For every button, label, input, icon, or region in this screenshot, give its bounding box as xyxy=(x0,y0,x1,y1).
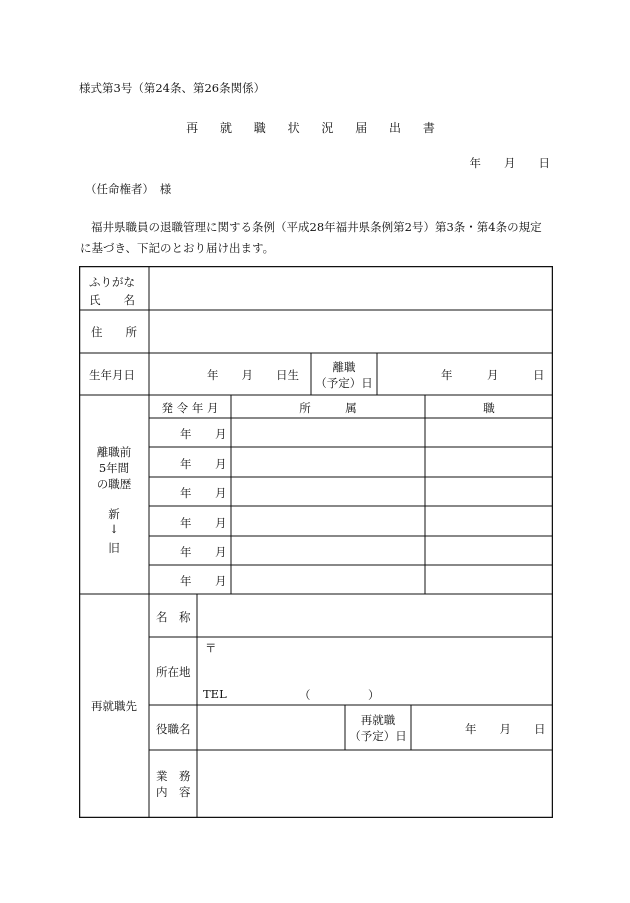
duties-label-2: 内 容 xyxy=(156,785,191,799)
year-unit: 年 xyxy=(180,427,192,441)
company-name-label: 名 称 xyxy=(156,610,191,624)
position-label: 役職名 xyxy=(156,722,191,736)
year-unit: 年 xyxy=(180,486,192,500)
month-unit: 月 xyxy=(215,486,227,500)
retirement-date-label-2: （予定）日 xyxy=(315,376,373,390)
career-label-2: 5年間 xyxy=(98,461,130,475)
month-unit: 月 xyxy=(215,516,227,530)
name-label: 氏 名 xyxy=(89,293,135,307)
career-label-6: 旧 xyxy=(108,541,120,555)
form-number: 様式第3号（第24条、第26条関係） xyxy=(79,81,266,95)
career-label-4: 新 xyxy=(108,507,120,521)
retirement-date-value: 年 月 日 xyxy=(441,368,545,382)
career-arrow: ↓ xyxy=(109,522,119,536)
year-unit: 年 xyxy=(180,574,192,588)
career-label-3: の職歴 xyxy=(96,477,132,491)
reemployment-date-label-1: 再就職 xyxy=(360,713,396,727)
col-department: 所 属 xyxy=(299,401,357,415)
tel-parentheses: （ ） xyxy=(299,688,380,702)
location-label: 所在地 xyxy=(156,665,191,679)
furigana-label: ふりがな xyxy=(89,275,135,289)
duties-label-1: 業 務 xyxy=(156,769,191,783)
col-position: 職 xyxy=(483,401,495,415)
reemployment-label: 再就職先 xyxy=(91,699,137,713)
col-appointment-date: 発 令 年 月 xyxy=(161,401,219,415)
postal-mark: 〒 xyxy=(205,641,217,655)
month-unit: 月 xyxy=(215,574,227,588)
reemployment-date-label-2: （予定）日 xyxy=(349,729,407,743)
month-unit: 月 xyxy=(215,457,227,471)
form-title: 再 就 職 状 況 届 出 書 xyxy=(186,121,444,135)
retirement-date-label-1: 離職 xyxy=(332,360,356,374)
month-unit: 月 xyxy=(215,427,227,441)
tel-label: TEL xyxy=(203,687,227,701)
addressee: （任命権者） 様 xyxy=(85,182,172,196)
career-label-1: 離職前 xyxy=(96,445,132,459)
year-unit: 年 xyxy=(180,516,192,530)
birthdate-value: 年 月 日生 xyxy=(207,368,299,382)
body-text: 福井県職員の退職管理に関する条例（平成28年福井県条例第2号）第3条・第4条の規定に基づき、下記のとおり届け出ます。 xyxy=(80,220,542,255)
report-table xyxy=(79,266,553,818)
year-unit: 年 xyxy=(180,545,192,559)
month-unit: 月 xyxy=(215,545,227,559)
reemployment-date-value: 年 月 日 xyxy=(465,722,546,736)
submission-date: 年 月 日 xyxy=(469,156,550,170)
birthdate-label: 生年月日 xyxy=(89,368,135,382)
address-label: 住 所 xyxy=(91,325,137,339)
year-unit: 年 xyxy=(180,457,192,471)
